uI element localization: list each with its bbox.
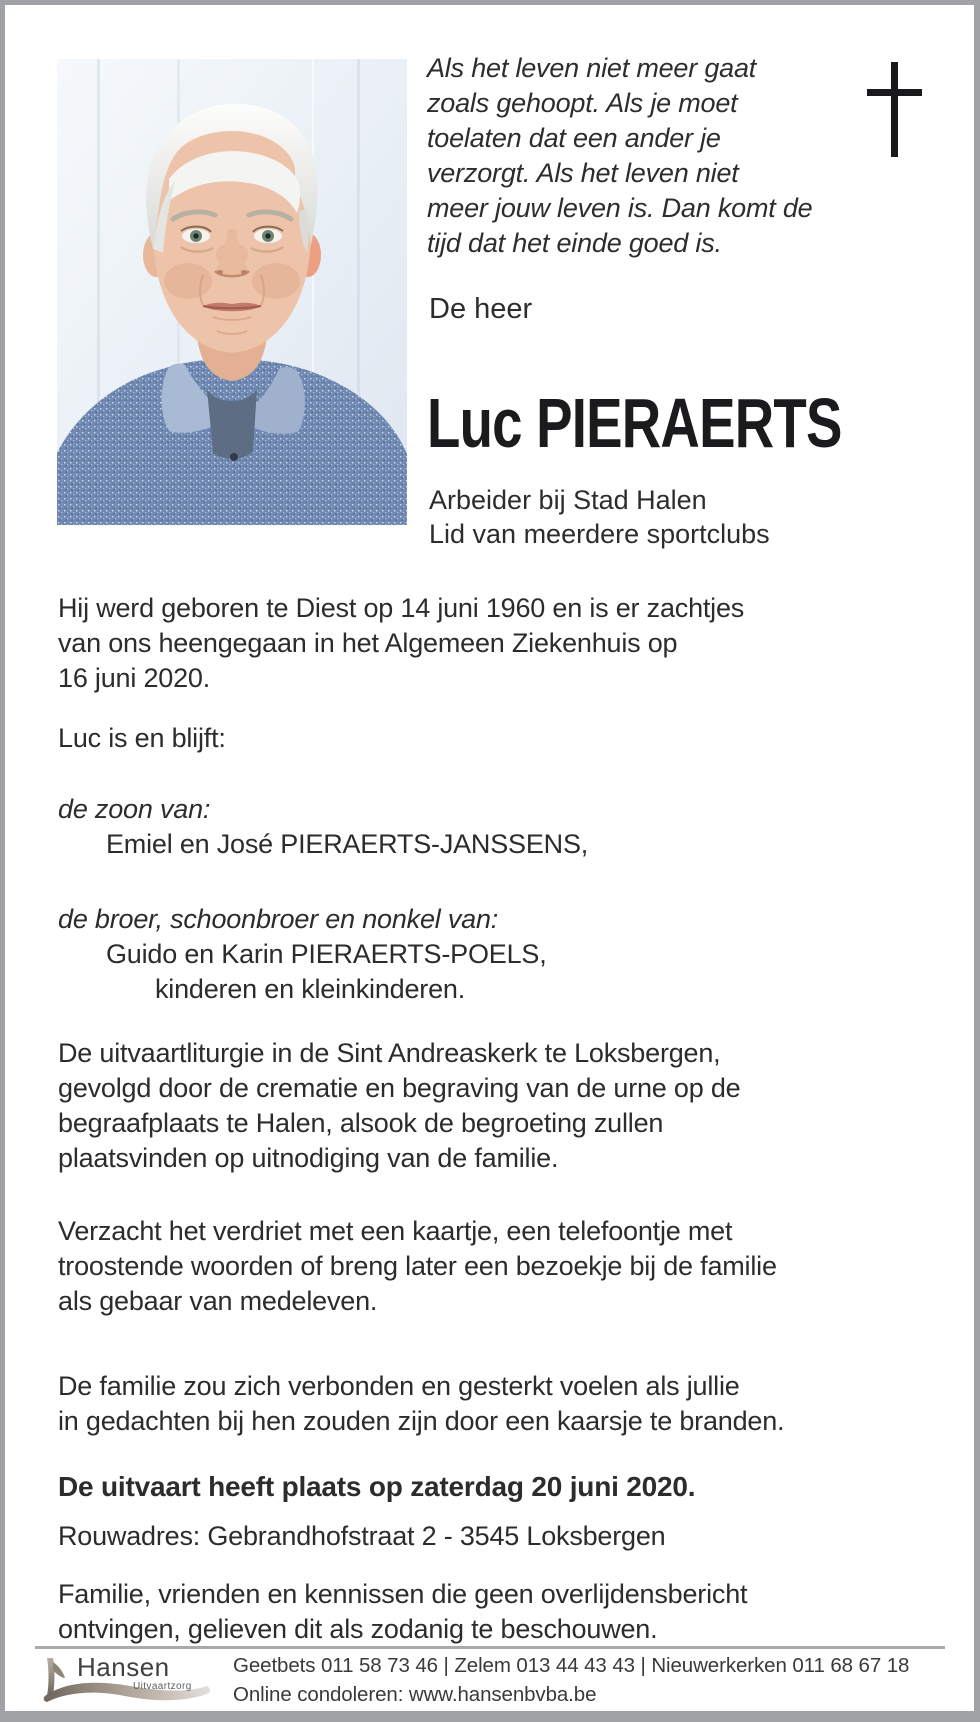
subtitle-clubs: Lid van meerdere sportclubs	[429, 519, 770, 549]
quote-line: tijd dat het einde goed is.	[427, 228, 722, 258]
paragraph-birth-death	[58, 591, 744, 696]
footer-phones: Geetbets 011 58 73 46 | Zelem 013 44 43 43 | Nieuwerkerken 011 68 67 18	[233, 1654, 910, 1677]
line: De uitvaartliturgie in de Sint Andreaskerk te Loksbergen,	[58, 1038, 721, 1068]
cross-icon	[862, 62, 926, 162]
portrait-illustration	[57, 59, 407, 525]
relation-zoon-names: Emiel en José PIERAERTS-JANSSENS,	[106, 829, 589, 859]
cross-vertical-bar	[891, 62, 898, 157]
quote-line: toelaten dat een ander je	[427, 123, 721, 153]
relation-zoon	[58, 792, 588, 862]
line: De familie zou zich verbonden en gesterkt voelen als jullie	[58, 1371, 740, 1401]
paragraph-liturgie	[58, 1036, 740, 1176]
footer-divider	[35, 1646, 945, 1649]
quote-line: meer jouw leven is. Dan komt de	[427, 193, 813, 223]
line: begraafplaats te Halen, alsook de begroeting zullen	[58, 1108, 664, 1138]
mourning-address: Rouwadres: Gebrandhofstraat 2 - 3545 Loksbergen	[58, 1521, 666, 1551]
relation-broer-names: Guido en Karin PIERAERTS-POELS,	[106, 939, 547, 969]
line: plaatsvinden op uitnodiging van de familie.	[58, 1143, 559, 1173]
footer-condolence: Online condoleren: www.hansenbvba.be	[233, 1682, 597, 1706]
intro-line: Luc is en blijft:	[58, 723, 226, 753]
portrait-photo	[57, 59, 407, 525]
relation-kleinkinderen: kinderen en kleinkinderen.	[155, 974, 466, 1004]
opening-quote	[427, 51, 812, 261]
relation-zoon-label: de zoon van:	[58, 794, 211, 824]
line: Familie, vrienden en kennissen die geen overlijdensbericht	[58, 1579, 748, 1609]
logo-subtitle: Uitvaartzorg	[133, 1681, 192, 1692]
line: 16 juni 2020.	[58, 663, 211, 693]
line: Hij werd geboren te Diest op 14 juni 1960 en is er zachtjes	[58, 593, 745, 623]
paragraph-kaarsje	[58, 1369, 784, 1439]
logo-name: Hansen	[77, 1652, 170, 1682]
line: Verzacht het verdriet met een kaartje, een telefoontje met	[58, 1216, 733, 1246]
subtitle-occupation: Arbeider bij Stad Halen	[429, 485, 707, 515]
salutation: De heer	[429, 293, 533, 325]
funeral-date-line: De uitvaart heeft plaats op zaterdag 20 juni 2020.	[58, 1471, 696, 1502]
line: van ons heengegaan in het Algemeen Ziekenhuis op	[58, 628, 678, 658]
paragraph-notice	[58, 1577, 747, 1647]
quote-line: Als het leven niet meer gaat	[427, 53, 757, 83]
relation-broer-label: de broer, schoonbroer en nonkel van:	[58, 904, 499, 934]
footer-contact	[233, 1652, 909, 1709]
line: als gebaar van medeleven.	[58, 1286, 378, 1316]
hansen-logo	[35, 1650, 215, 1708]
relation-broer	[58, 902, 547, 1007]
line: gevolgd door de crematie en begraving van de urne op de	[58, 1073, 741, 1103]
line: in gedachten bij hen zouden zijn door een kaarsje te branden.	[58, 1406, 785, 1436]
line: troostende woorden of breng later een bezoekje bij de familie	[58, 1251, 777, 1281]
line: ontvingen, gelieven dit als zodanig te beschouwen.	[58, 1614, 658, 1644]
cross-horizontal-bar	[867, 89, 922, 96]
deceased-name: Luc PIERAERTS	[427, 384, 842, 462]
quote-line: verzorgt. Als het leven niet	[427, 158, 739, 188]
subtitle	[429, 483, 770, 551]
memorial-card	[5, 5, 974, 1711]
quote-line: zoals gehoopt. Als je moet	[427, 88, 738, 118]
paragraph-verzacht	[58, 1214, 777, 1319]
